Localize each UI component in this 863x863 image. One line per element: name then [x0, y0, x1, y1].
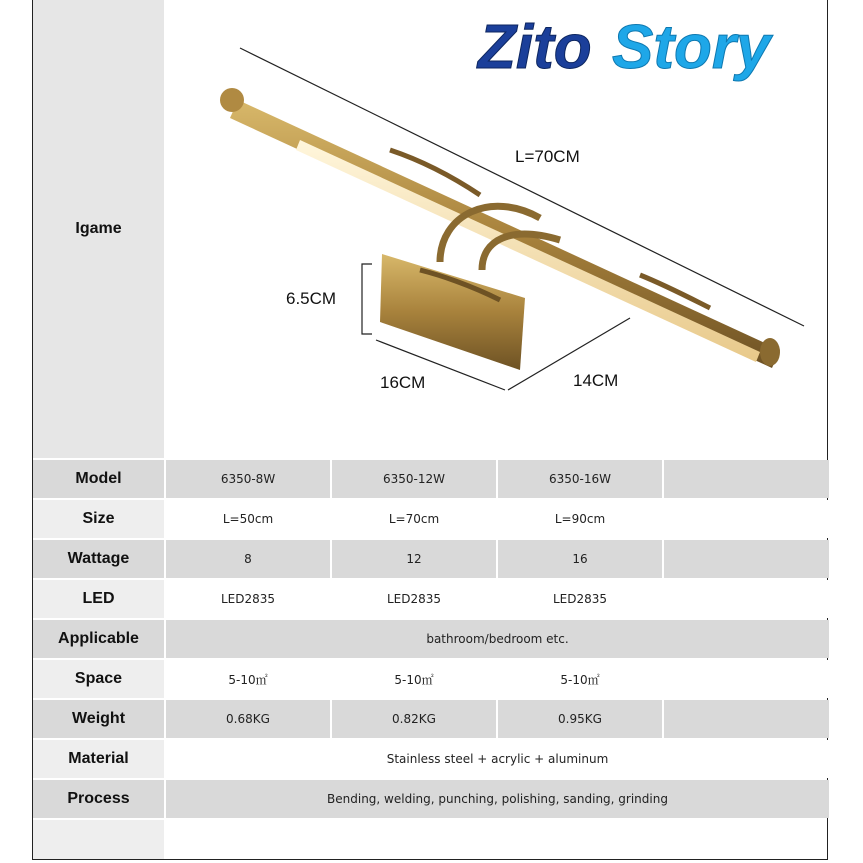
spec-row-model [33, 460, 829, 498]
spec-row-process [33, 780, 829, 818]
row-label: Wattage [33, 540, 164, 578]
cell: LED2835 [166, 580, 330, 618]
cell: 5-10㎡ [166, 660, 330, 698]
cell: 16 [498, 540, 662, 578]
length-dimension-line [240, 48, 804, 326]
row-label: LED [33, 580, 164, 618]
spec-row-material [33, 740, 829, 778]
merged-cell: Bending, welding, punching, polishing, sanding, grinding [166, 780, 829, 818]
spec-row-applicable [33, 620, 829, 658]
row-label: Material [33, 740, 164, 778]
row-label: Model [33, 460, 164, 498]
cell [664, 540, 829, 578]
spec-row-space [33, 660, 829, 698]
depth-label: 14CM [573, 371, 619, 390]
logo-text-zito: Zito [478, 13, 592, 82]
spec-row-wattage [33, 540, 829, 578]
image-label: Igame [75, 220, 122, 237]
logo-text-story: Story [612, 13, 771, 82]
cell: LED2835 [498, 580, 662, 618]
spec-row-empty [33, 820, 829, 859]
cell: 0.82KG [332, 700, 496, 738]
height-dimension-line [362, 264, 372, 334]
cell: 6350-8W [166, 460, 330, 498]
cell: 5-10㎡ [498, 660, 662, 698]
cell: 12 [332, 540, 496, 578]
cell: L=90cm [498, 500, 662, 538]
length-label: L=70CM [515, 147, 580, 166]
merged-cell: Stainless steel + acrylic + aluminum [166, 740, 829, 778]
zitostory-logo [472, 4, 822, 84]
cell: L=70cm [332, 500, 496, 538]
cell: L=50cm [166, 500, 330, 538]
row-label [33, 820, 164, 859]
cell [664, 460, 829, 498]
spec-row-size [33, 500, 829, 538]
cell [664, 700, 829, 738]
row-label: Space [33, 660, 164, 698]
row-label: Applicable [33, 620, 164, 658]
cell: 0.95KG [498, 700, 662, 738]
row-label: Process [33, 780, 164, 818]
cell [664, 500, 829, 538]
cell: LED2835 [332, 580, 496, 618]
cell: 0.68KG [166, 700, 330, 738]
cell [664, 580, 829, 618]
height-label: 6.5CM [286, 289, 337, 308]
cell [664, 660, 829, 698]
merged-cell: bathroom/bedroom etc. [166, 620, 829, 658]
spec-row-weight [33, 700, 829, 738]
cell: 6350-16W [498, 460, 662, 498]
spec-row-led [33, 580, 829, 618]
cell: 5-10㎡ [332, 660, 496, 698]
row-label: Size [33, 500, 164, 538]
width-label: 16CM [380, 373, 426, 392]
lamp-base [380, 254, 525, 370]
cell: 8 [166, 540, 330, 578]
cell: 6350-12W [332, 460, 496, 498]
row-label: Weight [33, 700, 164, 738]
